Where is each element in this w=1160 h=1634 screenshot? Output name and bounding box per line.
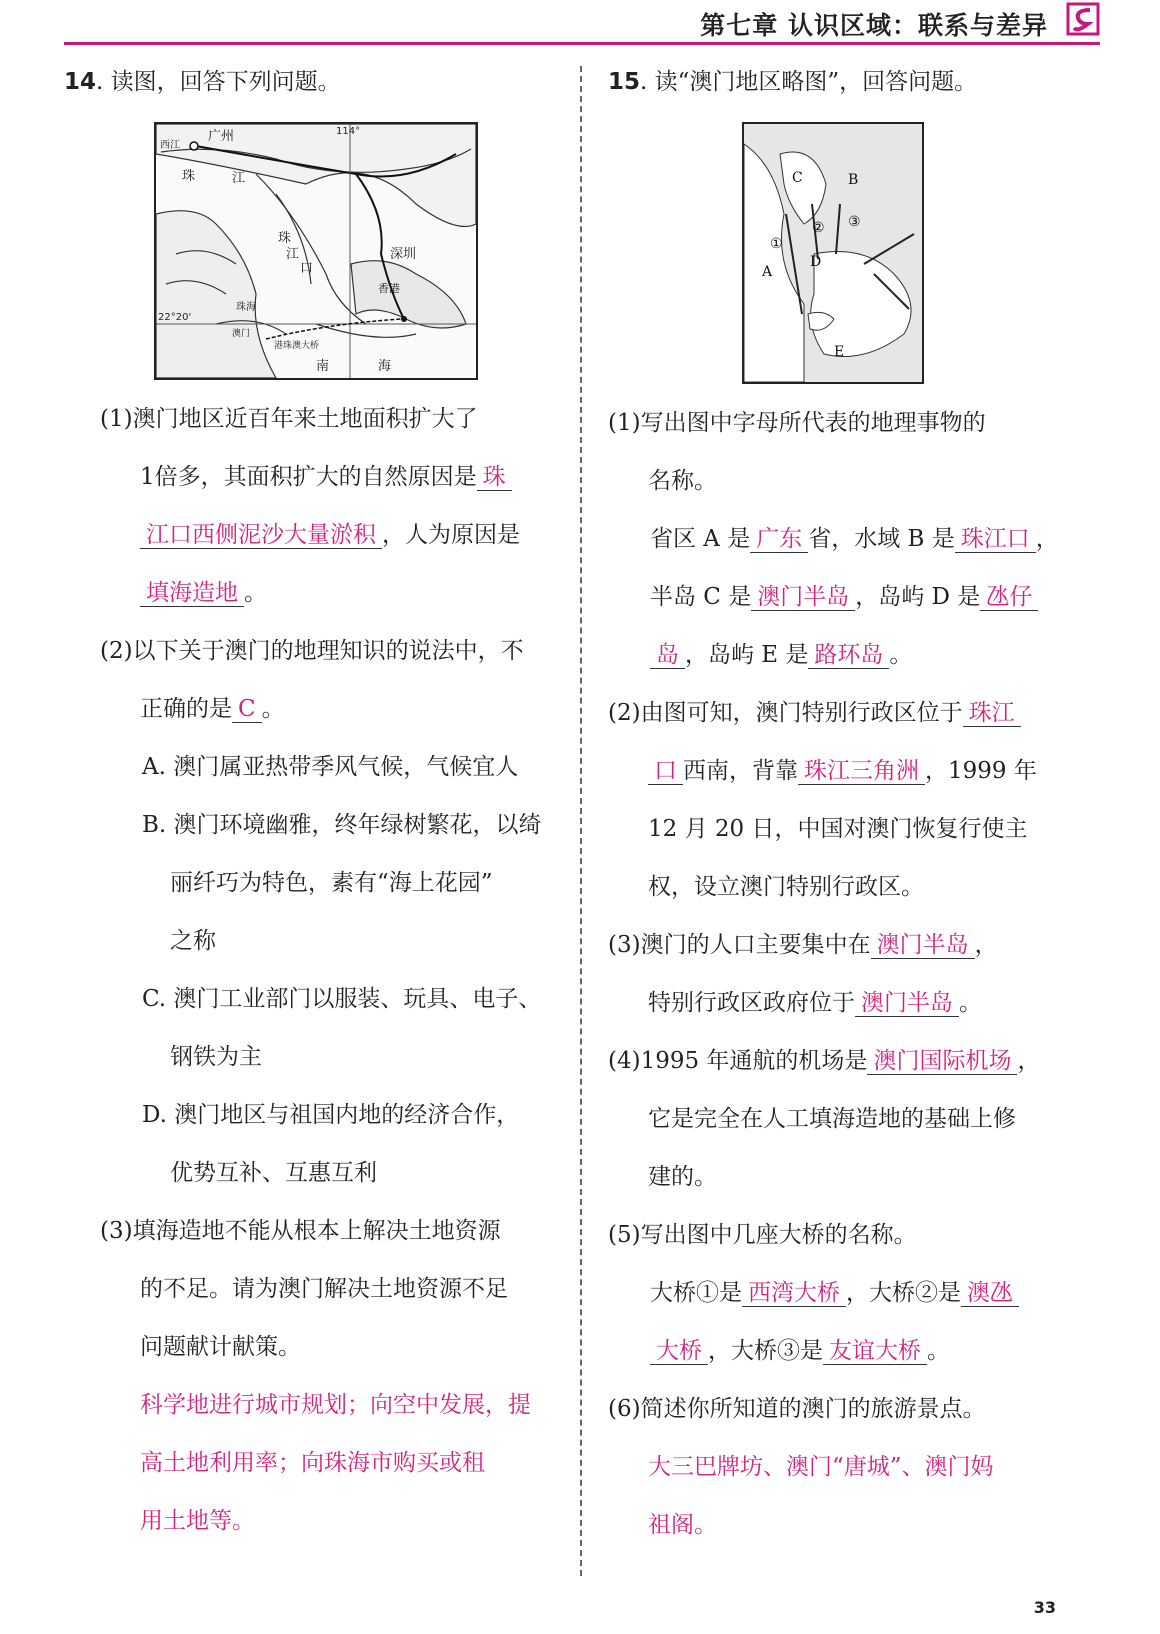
q14-answer-natural-b: 江口西侧泥沙大量淤积 [140, 522, 382, 549]
label-d: D [810, 254, 822, 270]
q15-answer-c: 澳门半岛 [751, 584, 855, 611]
page-header [64, 0, 1100, 45]
q14-answer-suggest-3: 用土地等。 [140, 1508, 255, 1534]
pearl-river-delta-map [154, 122, 478, 380]
q14-part3: (3)填海造地不能从根本上解决土地资源 的不足。请为澳门解决土地资源不足 问题献计献策。 科学地进行城市规划；向空中发展，提 高土地利用率；向珠海市购买或租 用土地等。 [100, 1218, 531, 1534]
label-c: C [792, 170, 803, 186]
q14-answer-suggest-1: 科学地进行城市规划；向空中发展，提 [140, 1392, 531, 1418]
q14-answer-human: 填海造地 [140, 580, 244, 607]
q15-part1-answers: 省区 A 是 广东 省，水域 B 是 珠江口 ， 半岛 C 是 澳门半岛 ，岛屿 D 是 氹仔 岛 ，岛屿 E 是 路环岛 。 [650, 526, 1059, 668]
label-latitude: 22°20' [158, 312, 192, 323]
q15-part5: (5)写出图中几座大桥的名称。 [608, 1222, 917, 1248]
label-zhujiangkou-3: 口 [300, 261, 314, 276]
q15-answer-delta: 珠江三角洲 [798, 758, 925, 785]
q15-part2: (2)由图可知，澳门特别行政区位于 珠江 口 西南，背靠 珠江三角洲 ，1999 年 12 月 20 日，中国对澳门恢复行使主 权，设立澳门特别行政区。 [608, 700, 1037, 900]
q15-answer-tourism-2: 祖阁。 [648, 1512, 717, 1538]
q15-part3: (3)澳门的人口主要集中在 澳门半岛 ， 特别行政区政府位于 澳门半岛 。 [608, 932, 998, 1016]
q15-answer-b: 珠江口 [955, 526, 1036, 553]
book-logo-icon [1066, 2, 1100, 36]
label-bridge-3: ③ [848, 214, 861, 230]
q15-title: 15. 读“澳门地区略图”，回答问题。 [608, 69, 978, 95]
label-xianggang: 香港 [378, 282, 400, 295]
q14-answer-choice: C [232, 696, 262, 723]
q15-answer-d-1: 氹仔 [980, 584, 1038, 611]
q15-answer-population: 澳门半岛 [871, 932, 975, 959]
label-nan: 南 [316, 359, 330, 374]
label-hai: 海 [378, 359, 392, 374]
q15-answer-e: 路环岛 [808, 642, 889, 669]
label-e: E [834, 344, 845, 360]
label-xijiang: 西江 [160, 140, 180, 151]
q14-option-b: B. 澳门环境幽雅，终年绿树繁花，以绮 丽纤巧为特色，素有“海上花园” 之称 [142, 812, 542, 954]
q14-part2: (2)以下关于澳门的地理知识的说法中，不 正确的是 C 。 [100, 638, 524, 722]
page-number: 33 [1033, 1598, 1056, 1617]
label-zhuhai: 珠海 [236, 302, 256, 313]
label-shenzhen: 深圳 [390, 247, 417, 262]
macau-map [742, 122, 924, 384]
label-a: A [762, 264, 773, 280]
q15-part5-answers: 大桥①是 西湾大桥 ，大桥②是 澳氹 大桥 ，大桥③是 友谊大桥 。 [608, 1264, 1108, 1380]
label-b: B [848, 172, 859, 188]
label-jiang: 江 [232, 171, 246, 186]
q15-answer-location-2: 口 [648, 758, 683, 785]
q15-answer-bridge-2b: 大桥 [650, 1338, 708, 1365]
q14-part1: (1)澳门地区近百年来土地面积扩大了 1倍多，其面积扩大的自然原因是 珠 江口西侧泥沙大量淤积 ，人为原因是 填海造地 。 [100, 406, 520, 606]
question-15 [608, 66, 1108, 1554]
q14-answer-natural-a: 珠 [477, 464, 512, 491]
q14-title: 14. 读图，回答下列问题。 [64, 69, 341, 95]
q14-option-d: D. 澳门地区与祖国内地的经济合作， 优势互补、互惠互利 [142, 1102, 520, 1186]
q14-option-a: A. 澳门属亚热带季风气候，气候宜人 [142, 754, 519, 780]
q15-answer-bridge-1: 西湾大桥 [742, 1280, 846, 1307]
q14-option-c: C. 澳门工业部门以服装、玩具、电子、 钢铁为主 [142, 986, 542, 1070]
q15-part1: (1)写出图中字母所代表的地理事物的 名称。 [608, 410, 986, 494]
q15-part6: (6)简述你所知道的澳门的旅游景点。 大三巴牌坊、澳门“唐城”、澳门妈 祖阁。 [608, 1396, 994, 1538]
label-zhu: 珠 [182, 169, 196, 184]
q15-answer-airport: 澳门国际机场 [867, 1048, 1017, 1075]
q15-answer-a: 广东 [750, 526, 808, 553]
q15-answer-bridge-3: 友谊大桥 [823, 1338, 927, 1365]
label-zhujiangkou-1: 珠 [278, 231, 292, 246]
q15-answer-tourism-1: 大三巴牌坊、澳门“唐城”、澳门妈 [648, 1454, 994, 1480]
q15-answer-government: 澳门半岛 [855, 990, 959, 1017]
label-guangzhou: 广州 [208, 129, 235, 144]
q15-answer-bridge-2a: 澳氹 [961, 1280, 1019, 1307]
label-zhujiangkou-2: 江 [286, 247, 300, 262]
q15-answer-location-1: 珠江 [963, 700, 1021, 727]
q15-answer-d-2: 岛 [650, 642, 685, 669]
label-aomen: 澳门 [232, 329, 251, 339]
question-14 [64, 66, 564, 1550]
column-divider [580, 66, 582, 1576]
label-longitude: 114° [336, 126, 361, 137]
chapter-title: 第七章 认识区域：联系与差异 [700, 11, 1048, 40]
q15-part4: (4)1995 年通航的机场是 澳门国际机场 ， 它是完全在人工填海造地的基础上修 建的。 [608, 1048, 1041, 1190]
q14-answer-suggest-2: 高土地利用率；向珠海市购买或租 [140, 1450, 485, 1476]
label-bridge-1: ① [770, 236, 783, 252]
label-bridge-2: ② [812, 220, 825, 236]
label-bridge: 港珠澳大桥 [274, 341, 320, 351]
